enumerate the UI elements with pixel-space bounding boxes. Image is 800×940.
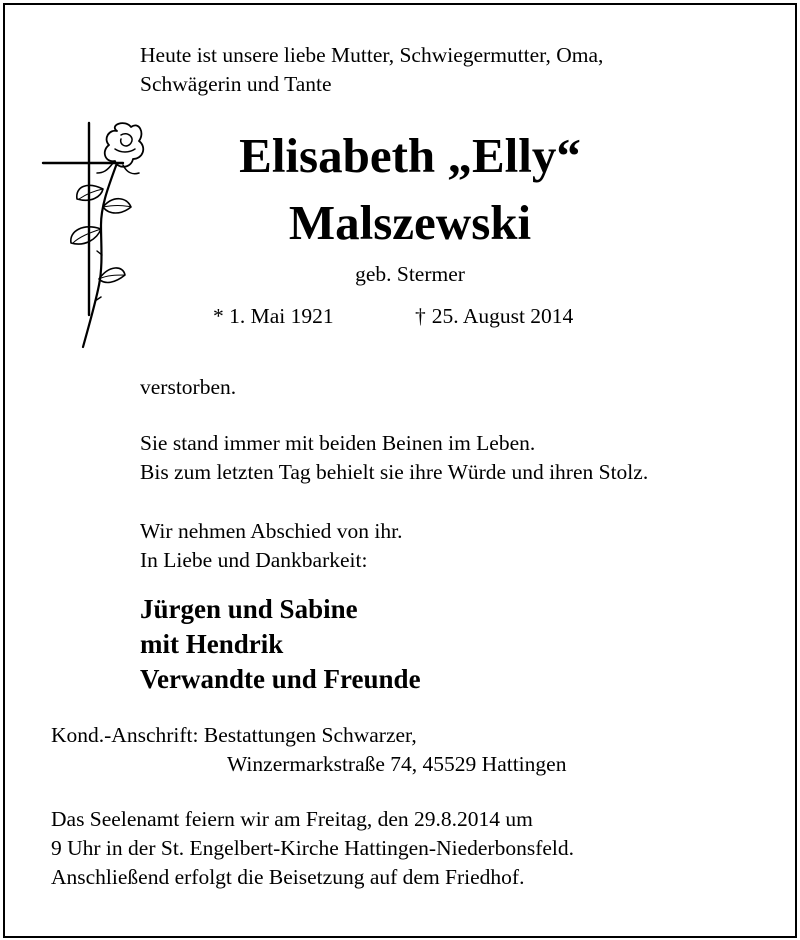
farewell-text [140,517,402,575]
verb-text: verstorben. [140,375,237,399]
service-line: Das Seelenamt feiern wir am Freitag, den 29.8.2014 um [51,807,533,831]
farewell-line: Wir nehmen Abschied von ihr. [140,519,403,543]
birth-date: 1. Mai 1921 [229,304,334,328]
death-info [415,302,573,331]
death-symbol: † [415,304,426,328]
mourner-line: Jürgen und Sabine [140,594,358,624]
service-line: Anschließend erfolgt die Beisetzung auf dem Friedhof. [51,865,525,889]
birth-symbol: * [213,304,224,328]
life-text [140,429,648,487]
life-line: Bis zum letzten Tag behielt sie ihre Würde und ihren Stolz. [140,460,649,484]
intro-line: Heute ist unsere liebe Mutter, Schwiegermutter, Oma, [140,43,604,67]
deceased-last-name: Malszewski [288,195,532,250]
obituary-notice [3,3,797,938]
mourner-line: Verwandte und Freunde [140,664,421,694]
mourner-line: mit Hendrik [140,629,284,659]
life-line: Sie stand immer mit beiden Beinen im Leben. [140,431,536,455]
address-street-line: Winzermarkstraße 74, 45529 Hattingen [227,752,567,776]
birth-name: geb. Stermer [355,262,465,286]
service-info [51,805,574,892]
service-line: 9 Uhr in der St. Engelbert-Kirche Hattingen-Niederbonsfeld. [51,836,575,860]
birth-info [213,302,334,331]
condolence-address [51,721,566,779]
death-date: 25. August 2014 [431,304,574,328]
intro-text [140,41,603,99]
farewell-line: In Liebe und Dankbarkeit: [140,548,368,572]
address-label-line: Kond.-Anschrift: Bestattungen Schwarzer, [51,723,417,747]
deceased-first-name: Elisabeth „Elly“ [239,128,581,183]
mourners-list [140,592,421,697]
intro-line: Schwägerin und Tante [140,72,332,96]
